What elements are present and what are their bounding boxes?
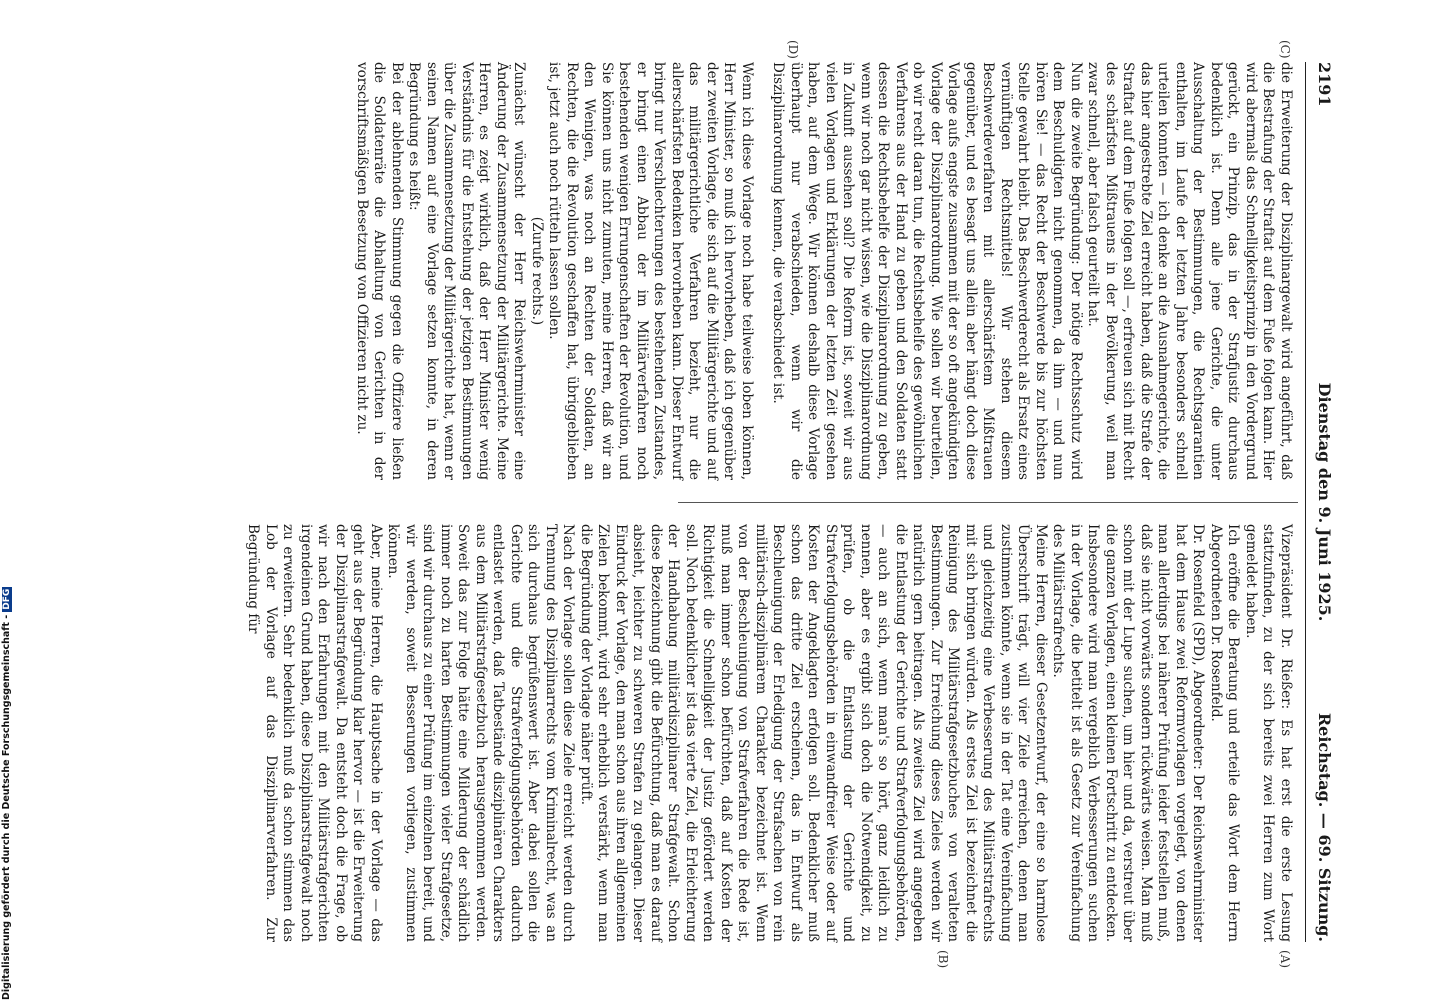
interjection: (Zurufe rechts.) (529, 216, 545, 326)
margin-mark-a: (C) (1278, 40, 1292, 59)
paragraph: Zunächst wünscht der Herr Reichswehrminister eine Änderung der Zusammensetzung der Militärgerichte. Meine Herren, es zeigt wirklich, daß der Herr Minister wenig Verständnis für die Entstehung der jetzigen Bestimmungen über die Zusammensetzung der Militärgerichte hat, wenn er seinen Namen auf eine Vorlage setzen konnte, in deren Begründung es heißt: (406, 62, 528, 480)
paragraph: Ich eröffne die Beratung und erteile das Wort dem Herrn Abgeordneten Dr. Rosenfeld. (1208, 524, 1242, 942)
paragraph: Meine Herren, dieser Gesetzentwurf, der eine so harmlose Überschrift trägt, will vier Ziele erreichen, denen man zustimmen könnte, wenn sie in der Tat eine Vereinfachung und gleichzeitig eine Verbesserung des Militärstrafrechts mit sich bringen würden. Als erstes Ziel ist bezeichnet die Reinigung des Militärstrafgesetzbuches von veralteten Bestimmungen. Zur Erreichung dieses Zieles werden wir natürlich gern beitragen. Als zweites Ziel wird angegeben die Entlastung der Gerichte und Strafverfolgungsbehörden, — auch an sich, wenn man's so hört, ganz leidlich zu nennen, aber es ergibt sich doch die Notwendigkeit, zu prüfen, ob die Entlastung der Gerichte und Strafverfolgungsbehörden in einwandfreier Weise oder auf Kosten der Angeklagten erfolgen soll. Bedenklicher muß schon das dritte Ziel erscheinen, das in Entwurf als Beschleunigung der Erledigung der Strafsachen von rein militärisch-disziplinärem Charakter bezeichnet ist. Wenn von der Beschleunigung von Strafverfahren die Rede ist, muß man immer schon befürchten, daß auf Kosten der Richtigkeit die Schnelligkeit der Justiz gefördert werden soll. Noch bedenklicher ist das vierte Ziel, die Erleichterung der Handhabung militärdisziplinarer Strafgewalt. Schon diese Bezeichnung gibt die Befürchtung, daß man es darauf absieht, leichter zu schweren Strafen zu gelangen. Dieser Eindruck der Vorlage, den man schon aus ihren allgemeinen Zielen bekommt, wird sehr erheblich verstärkt, wenn man die Begründung der Vorlage näher prüft. (578, 524, 1049, 942)
dfg-logo: DFG (2, 588, 12, 610)
column-separator (678, 502, 1298, 503)
session-date: Dienstag den 9. Juni 1925. (1315, 382, 1334, 622)
margin-mark-b: (D) (786, 40, 800, 59)
paragraph: Vizepräsident Dr. Rießer: Es hat erst die erste Lesung stattzufinden, zu der sich bereits zwei Herren zum Wort gemeldet haben. (1243, 524, 1294, 942)
credit-text: Digitalisierung gefördert durch die Deutsche Forschungsgemeinschaft - (1, 614, 12, 1000)
digitization-credit (1, 587, 12, 1000)
page-number: 2191 (1315, 62, 1334, 107)
page-header (1305, 62, 1340, 942)
paragraph: die Erweiterung der Disziplinargewalt wird angeführt, daß die Bestrafung der Straftat auf dem Fuße folgen kann. Hier wird abermals das Schnelligkeitsprinzip in den Vordergrund gerückt, ein Prinzip, das in der Strafjustiz durchaus bedenklich ist. Denn alle jene Gerichte, die unter Ausschaltung der Bestimmungen, die Rechtsgarantien enthalten, im Laufe der letzten Jahre besonders schnell urteilen konnten — ich denke an die Ausnahmegerichte, die das hier angestrebte Ziel erreicht haben, daß die Strafe der Straftat auf dem Fuße folgen soll —, erfreuen sich mit Recht des schärfsten Mißtrauens in der Bevölkerung, weil man zwar schnell, aber falsch geurteilt hat. (1085, 62, 1294, 480)
margin-mark-c: (A) (1278, 950, 1292, 969)
paragraph: Dr. Rosenfeld (SPD), Abgeordneter: Der Reichswehrminister hat dem Hause zwei Reformvorlagen vorgelegt, von denen man allerdings bei näherer Prüfung leider feststellen muß, daß sie nicht vorwärts sondern rückwärts weisen. Man muß schon mit der Lupe suchen, um hier und da, verstreut über die ganzen Vorlagen, einen kleinen Fortschritt zu entdecken. Insbesondere wird man vergeblich Verbesserungen suchen in der Vorlage, die betitelt ist als Gesetz zur Vereinfachung des Militärstrafrechts. (1050, 524, 1207, 942)
margin-mark-d: (B) (936, 950, 950, 969)
paragraph: Nun die zweite Begründung: Der nötige Rechtsschutz wird dem Beschuldigten nicht genommen, da ihm — und nun hören Sie! — das Recht der Beschwerde bis zur höchsten Stelle gewahrt bleibt. Das Beschwerderecht als Ersatz eines vernünftigen Rechtsmittels! Wir stehen diesem Beschwerdeverfahren mit allerschärfstem Mißtrauen gegenüber, und es besagt uns allein aber hängt doch diese Vorlage aufs engste zusammen mit der so oft angekündigten Vorlage der Disziplinarordnung. Wie sollen wir beurteilen, ob wir recht daran tun, die Rechtsbehelfe des gewöhnlichen Verfahrens aus der Hand zu geben und den Soldaten statt dessen die Rechtsbehelfe der Disziplinarordnung zu geben, wenn wir noch gar nicht wissen, wie die Disziplinarordnung in Zukunft aussehen soll? Die Reform ist, soweit wir aus vielen Vorlagen und Erklärungen der letzten Zeit gesehen haben, auf dem Wege. Wir können deshalb diese Vorlage überhaupt nur verabschieden, wenn wir die Disziplinarordnung kennen, die verabschiedet ist. (770, 62, 1084, 480)
paragraph: Wenn ich diese Vorlage noch habe teilweise loben können, Herr Minister, so muß ich hervorheben, daß ich gegenüber der zweiten Vorlage, die sich auf die Militärgerichte und auf das militärgerichtliche Verfahren bezieht, nur die allerschärfsten Bedenken hervorheben kann. Dieser Entwurf bringt nur Verschlechterungen des bestehenden Zustandes, er bringt einen Abbau der im Militärverfahren noch bestehenden wenigen Errungenschaften der Revolution, und Sie können uns nicht zumuten, meine Herren, daß wir an den Wenigen, was noch an Rechten der Soldaten, an Rechten, die die Revolution geschaffen hat, übriggeblieben ist, jetzt auch noch rütteln lassen sollen. (546, 62, 755, 480)
newspaper-page (100, 40, 1340, 969)
right-column (244, 524, 1294, 942)
paragraph: Nach der Vorlage sollen diese Ziele erreicht werden durch Trennung des Disziplinarrechts vom Kriminalrecht, was an sich durchaus begrüßenswert ist. Aber dabei sollen die Gerichte und die Strafverfolgungsbehörden dadurch entlastet werden, daß Tatbestände disziplinären Charakters aus dem Militärstrafgesetzbuch herausgenommen werden. Soweit das zur Folge hätte eine Milderung der schädlich immer noch zu harten Bestimmungen vieler Strafgesetze, sind wir durchaus zu einer Prüfung im einzelnen bereit, und wir werden, soweit Besserungen vorliegen, zustimmen können. (385, 524, 577, 942)
left-column (353, 62, 1295, 480)
paragraph: Aber, meine Herren, die Hauptsache in der Vorlage — das geht aus der Begründung klar hervor — ist die Erweiterung der Disziplinarstrafgewalt. Da entsteht doch die Frage, ob wir nach den Erfahrungen mit den Militärstrafgerichten irgendeinen Grund haben, diese Disziplinarstrafgewalt noch zu erweitern. Sehr bedenklich muß da schon stimmen das Lob der Vorlage auf das Disziplinarverfahren. Zur Begründung für (245, 524, 384, 942)
session-title: Reichstag. — 69. Sitzung. (1315, 712, 1334, 942)
rotated-page (100, 40, 1340, 969)
quotation: Bei der ablehnenden Stimmung gegen die Offiziere ließen die Soldatenräte die Abhaltung von Gerichten in der vorschriftsmäßigen Besetzung von Offizieren nicht zu. (354, 62, 405, 480)
